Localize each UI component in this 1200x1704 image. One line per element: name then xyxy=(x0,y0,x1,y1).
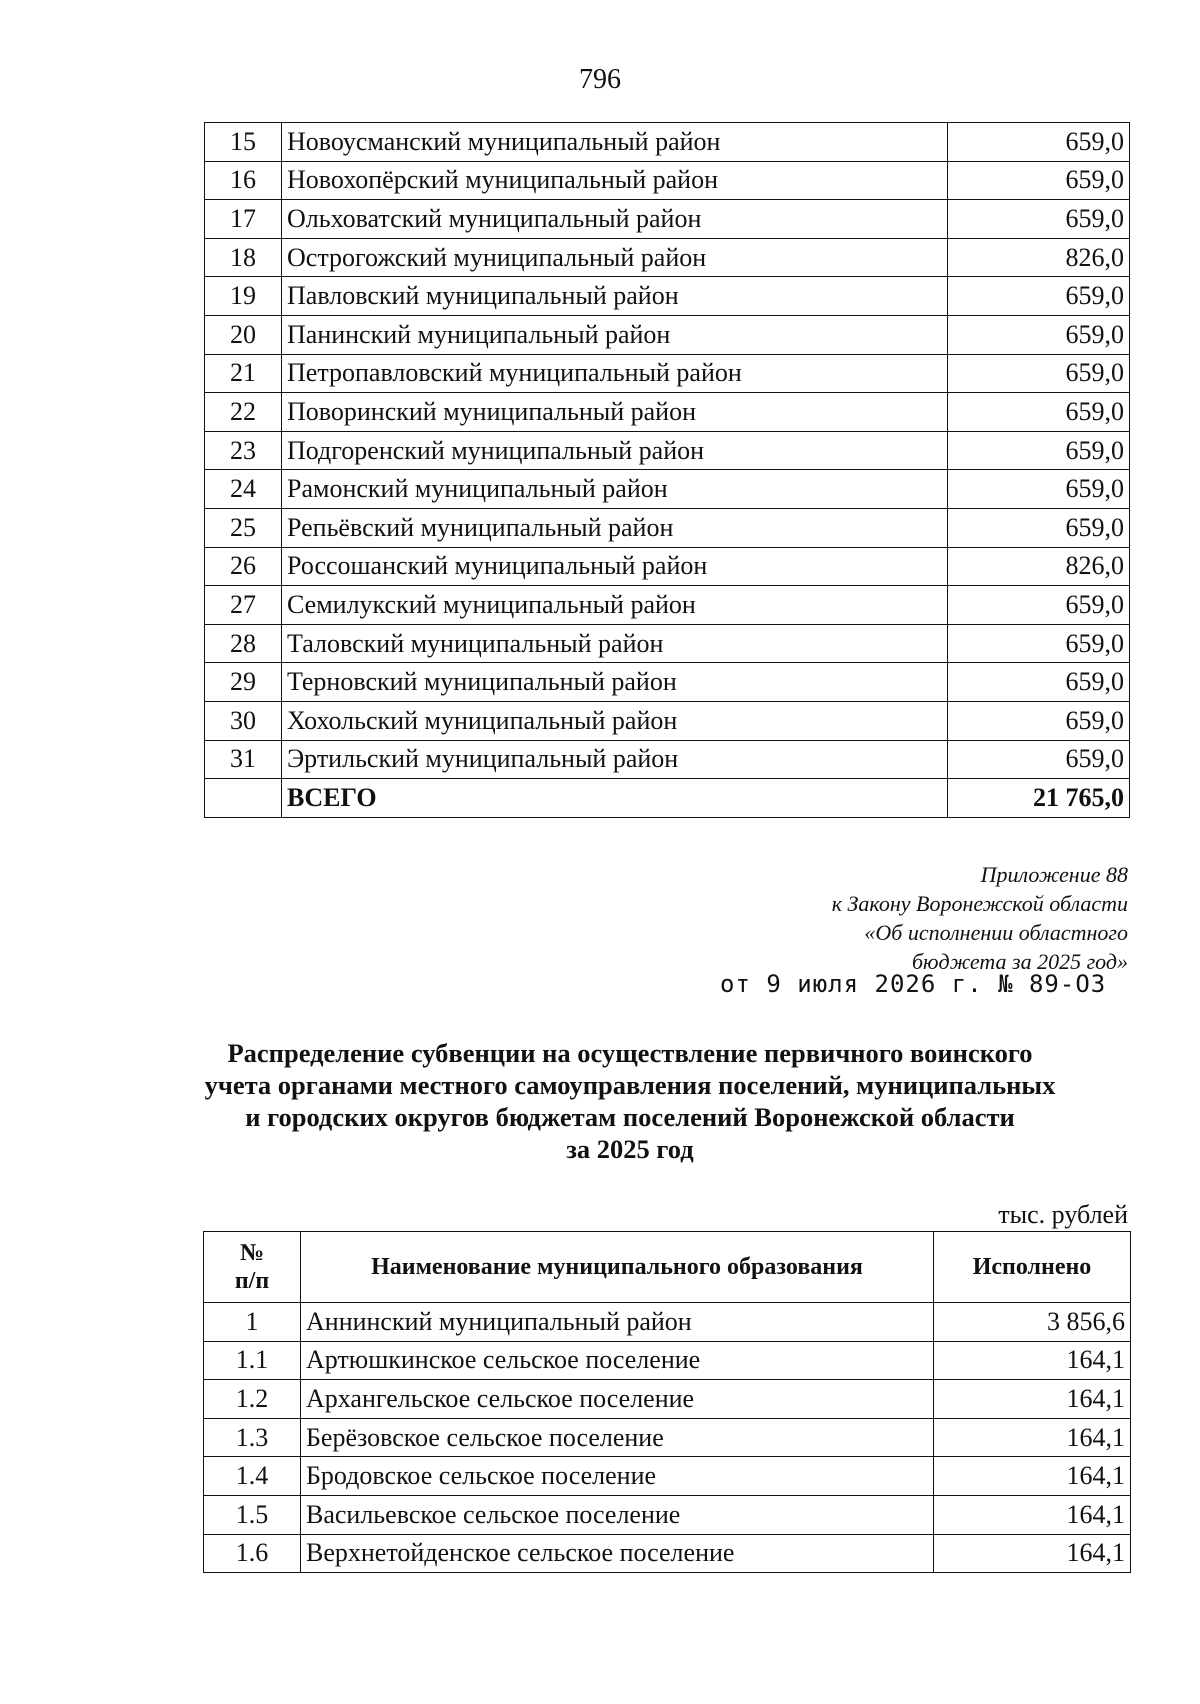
row-number: 28 xyxy=(205,624,282,663)
table-row xyxy=(204,1457,1131,1496)
amount: 164,1 xyxy=(934,1534,1131,1573)
table-row xyxy=(205,624,1130,663)
amount: 659,0 xyxy=(948,393,1130,432)
subvention-table xyxy=(203,1231,1131,1573)
amount: 659,0 xyxy=(948,586,1130,625)
annex-reference xyxy=(832,860,1128,976)
table-row xyxy=(205,508,1130,547)
row-number: 23 xyxy=(205,431,282,470)
district-name: Новохопёрский муниципальный район xyxy=(282,161,948,200)
amount: 659,0 xyxy=(948,701,1130,740)
amount: 659,0 xyxy=(948,663,1130,702)
table-row xyxy=(205,470,1130,509)
row-number: 1 xyxy=(204,1303,301,1342)
title-line: учета органами местного самоуправления поселений, муниципальных xyxy=(204,1070,1056,1100)
table-row xyxy=(205,663,1130,702)
title-line: и городских округов бюджетам поселений Воронежской области xyxy=(245,1102,1015,1132)
table-row xyxy=(205,161,1130,200)
row-number: 1.6 xyxy=(204,1534,301,1573)
row-number: 21 xyxy=(205,354,282,393)
district-name: Таловский муниципальный район xyxy=(282,624,948,663)
amount: 659,0 xyxy=(948,315,1130,354)
row-number: 27 xyxy=(205,586,282,625)
district-name: Россошанский муниципальный район xyxy=(282,547,948,586)
amount: 164,1 xyxy=(934,1418,1131,1457)
district-name: Семилукский муниципальный район xyxy=(282,586,948,625)
row-number: 29 xyxy=(205,663,282,702)
row-number: 18 xyxy=(205,238,282,277)
title-line: за 2025 год xyxy=(566,1134,694,1164)
district-name: Эртильский муниципальный район xyxy=(282,740,948,779)
table-row xyxy=(205,431,1130,470)
header-name: Наименование муниципального образования xyxy=(301,1232,934,1303)
table-row xyxy=(205,238,1130,277)
district-name: Ольховатский муниципальный район xyxy=(282,200,948,239)
table-row xyxy=(205,277,1130,316)
row-number: 1.1 xyxy=(204,1341,301,1380)
district-name: Павловский муниципальный район xyxy=(282,277,948,316)
total-row xyxy=(205,779,1130,818)
district-name: Терновский муниципальный район xyxy=(282,663,948,702)
table-row xyxy=(204,1495,1131,1534)
row-number: 31 xyxy=(205,740,282,779)
district-name: Петропавловский муниципальный район xyxy=(282,354,948,393)
row-number: 16 xyxy=(205,161,282,200)
row-number: 25 xyxy=(205,508,282,547)
table-row xyxy=(205,200,1130,239)
row-number: 17 xyxy=(205,200,282,239)
row-number: 15 xyxy=(205,123,282,162)
district-name: Репьёвский муниципальный район xyxy=(282,508,948,547)
amount: 659,0 xyxy=(948,624,1130,663)
amount: 164,1 xyxy=(934,1380,1131,1419)
amount: 659,0 xyxy=(948,740,1130,779)
table-header-row xyxy=(204,1232,1131,1303)
row-number: 1.5 xyxy=(204,1495,301,1534)
table-row xyxy=(204,1341,1131,1380)
amount: 659,0 xyxy=(948,354,1130,393)
table-row xyxy=(205,315,1130,354)
row-number xyxy=(205,779,282,818)
amount: 659,0 xyxy=(948,123,1130,162)
entity-name: Аннинский муниципальный район xyxy=(301,1303,934,1342)
table-row xyxy=(204,1380,1131,1419)
header-value: Исполнено xyxy=(934,1232,1131,1303)
district-name: Хохольский муниципальный район xyxy=(282,701,948,740)
total-amount: 21 765,0 xyxy=(948,779,1130,818)
table-row xyxy=(205,740,1130,779)
document-title xyxy=(150,1037,1110,1165)
entity-name: Артюшкинское сельское поселение xyxy=(301,1341,934,1380)
annex-line: к Закону Воронежской области xyxy=(831,891,1128,916)
row-number: 1.4 xyxy=(204,1457,301,1496)
row-number: 30 xyxy=(205,701,282,740)
amount: 659,0 xyxy=(948,277,1130,316)
annex-line: Приложение 88 xyxy=(980,862,1128,887)
amount: 659,0 xyxy=(948,470,1130,509)
entity-name: Васильевское сельское поселение xyxy=(301,1495,934,1534)
row-number: 24 xyxy=(205,470,282,509)
entity-name: Архангельское сельское поселение xyxy=(301,1380,934,1419)
entity-name: Бродовское сельское поселение xyxy=(301,1457,934,1496)
amount: 659,0 xyxy=(948,508,1130,547)
row-number: 1.2 xyxy=(204,1380,301,1419)
district-name: Подгоренский муниципальный район xyxy=(282,431,948,470)
table-row xyxy=(205,123,1130,162)
amount: 3 856,6 xyxy=(934,1303,1131,1342)
district-name: Панинский муниципальный район xyxy=(282,315,948,354)
header-number-line: п/п xyxy=(234,1268,270,1294)
table-row xyxy=(205,701,1130,740)
amount: 659,0 xyxy=(948,200,1130,239)
table-row xyxy=(205,586,1130,625)
amount: 164,1 xyxy=(934,1341,1131,1380)
row-number: 20 xyxy=(205,315,282,354)
district-name: Острогожский муниципальный район xyxy=(282,238,948,277)
district-table-continued xyxy=(204,122,1130,818)
page-number: 796 xyxy=(579,64,621,95)
table-row xyxy=(204,1534,1131,1573)
table-row xyxy=(205,393,1130,432)
units-label: тыс. рублей xyxy=(998,1200,1128,1229)
district-name: Новоусманский муниципальный район xyxy=(282,123,948,162)
row-number: 19 xyxy=(205,277,282,316)
amount: 659,0 xyxy=(948,431,1130,470)
row-number: 1.3 xyxy=(204,1418,301,1457)
amount: 659,0 xyxy=(948,161,1130,200)
header-number-line: № xyxy=(239,1240,265,1266)
row-number: 22 xyxy=(205,393,282,432)
header-number xyxy=(204,1232,301,1303)
annex-line: бюджета за 2025 год» xyxy=(911,949,1128,974)
table-row xyxy=(205,354,1130,393)
table-row xyxy=(204,1303,1131,1342)
amount: 164,1 xyxy=(934,1457,1131,1496)
table-row xyxy=(205,547,1130,586)
title-line: Распределение субвенции на осуществление первичного воинского xyxy=(227,1038,1033,1068)
amount: 164,1 xyxy=(934,1495,1131,1534)
law-date-stamp: от 9 июля 2026 г. № 89-ОЗ xyxy=(720,970,1107,998)
entity-name: Верхнетойденское сельское поселение xyxy=(301,1534,934,1573)
district-name: Поворинский муниципальный район xyxy=(282,393,948,432)
annex-line: «Об исполнении областного xyxy=(864,920,1128,945)
amount: 826,0 xyxy=(948,547,1130,586)
table-row xyxy=(204,1418,1131,1457)
district-name: Рамонский муниципальный район xyxy=(282,470,948,509)
amount: 826,0 xyxy=(948,238,1130,277)
entity-name: Берёзовское сельское поселение xyxy=(301,1418,934,1457)
row-number: 26 xyxy=(205,547,282,586)
total-label: ВСЕГО xyxy=(282,779,948,818)
